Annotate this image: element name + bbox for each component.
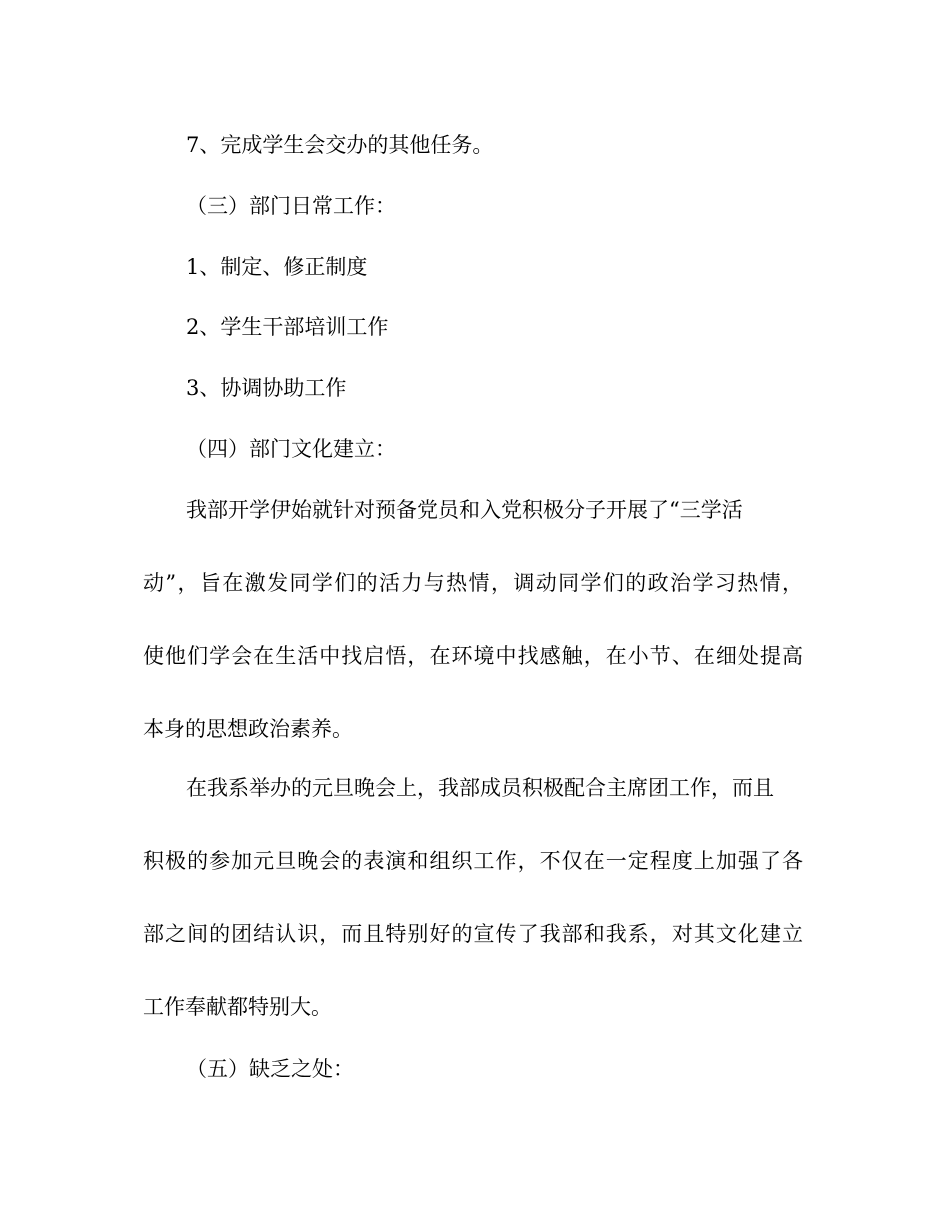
paragraph-2-line-2: 积极的参加元旦晚会的表演和组织工作，不仅在一定程度上加强了各 — [143, 849, 803, 873]
list-item-2: 2、学生干部培训工作 — [186, 315, 389, 339]
section-heading-4: （四）部门文化建立： — [186, 437, 396, 461]
list-item-3: 3、协调协助工作 — [186, 376, 347, 400]
list-item-7: 7、完成学生会交办的其他任务。 — [186, 133, 494, 157]
paragraph-2-line-1: 在我系举办的元旦晚会上，我部成员积极配合主席团工作，而且 — [186, 776, 774, 800]
section-heading-3: （三）部门日常工作： — [186, 194, 396, 218]
paragraph-2-line-3: 部之间的团结认识，而且特别好的宣传了我部和我系，对其文化建立 — [143, 922, 803, 946]
paragraph-2-line-4: 工作奉献都特别大。 — [143, 995, 332, 1019]
paragraph-1-line-3: 使他们学会在生活中找启悟，在环境中找感触，在小节、在细处提高 — [143, 644, 803, 668]
list-item-1: 1、制定、修正制度 — [186, 255, 368, 279]
paragraph-1-line-2: 动”，旨在激发同学们的活力与热情，调动同学们的政治学习热情， — [143, 571, 803, 595]
paragraph-1-line-1: 我部开学伊始就针对预备党员和入党积极分子开展了“三学活 — [186, 498, 743, 522]
paragraph-1-line-4: 本身的思想政治素养。 — [143, 717, 353, 741]
section-heading-5: （五）缺乏之处： — [186, 1057, 354, 1081]
